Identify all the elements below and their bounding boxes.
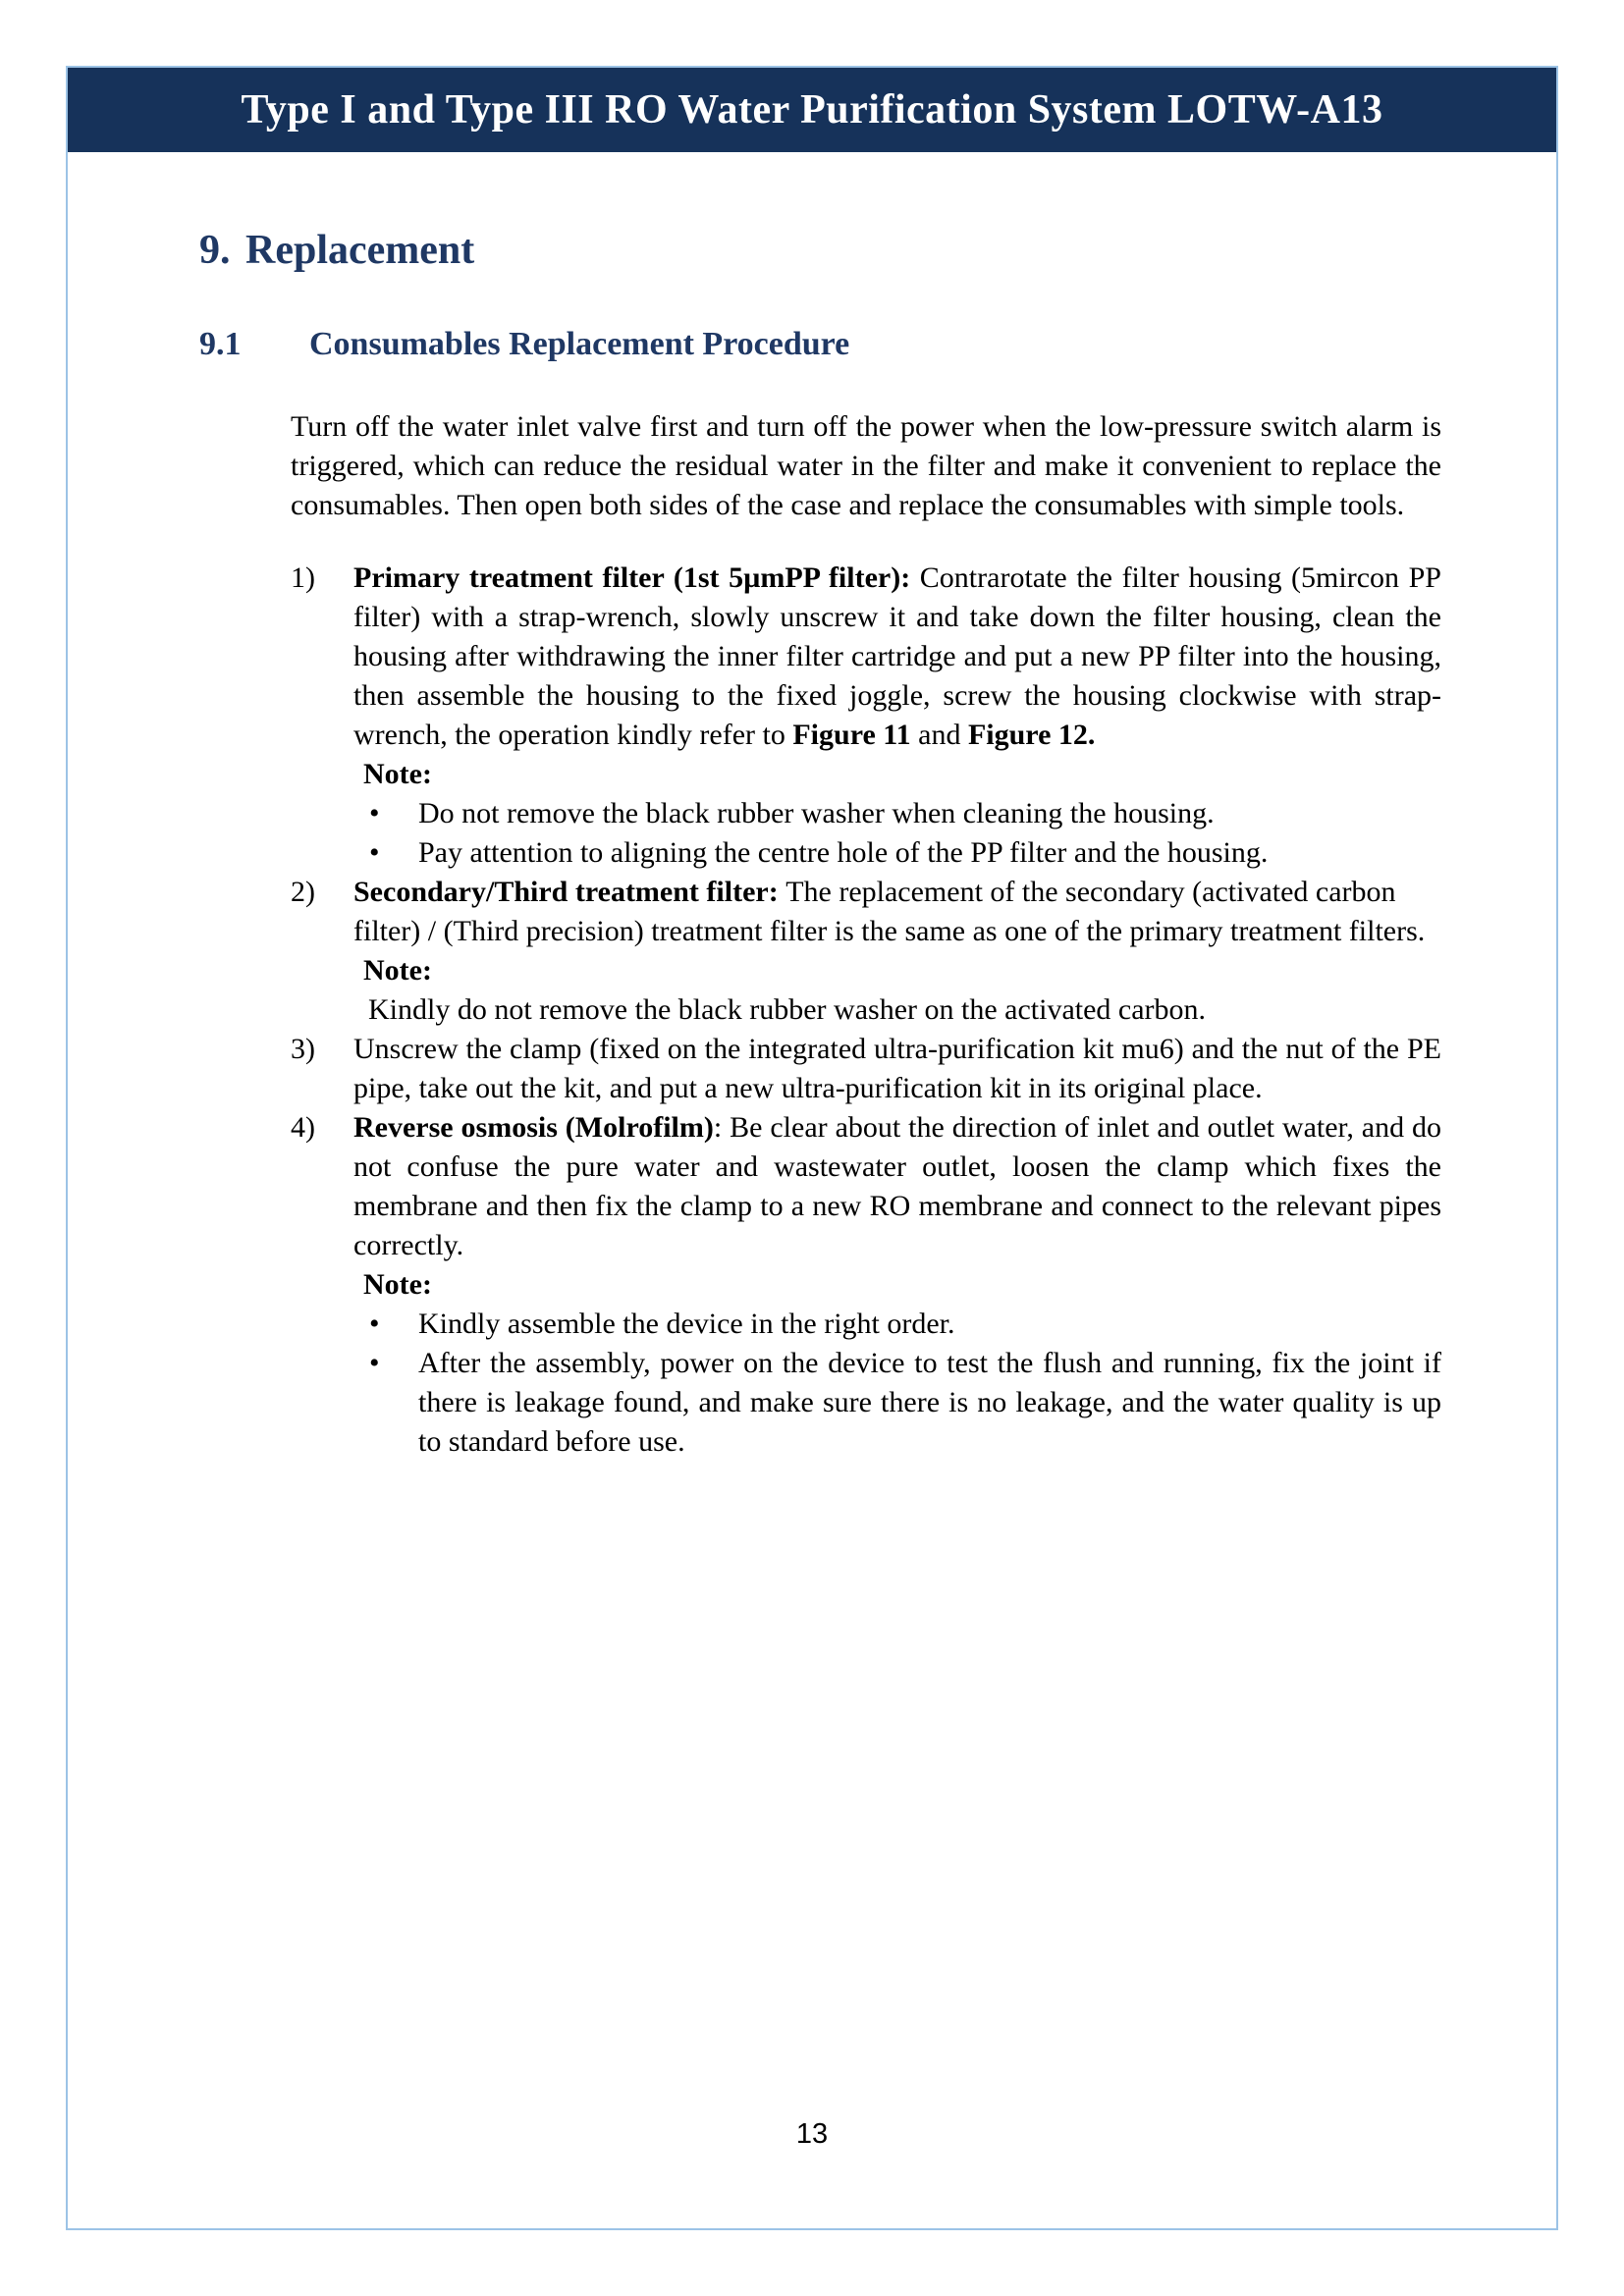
document-header [68, 68, 1556, 152]
step-text-segment: Unscrew the clamp (fixed on the integrated ultra-purification kit mu6) and the nut of the PE pipe, take out the kit, and put a new ultra-purification kit in its original place. [353, 1033, 1441, 1104]
bullet-icon: • [369, 1308, 380, 1340]
section-heading [199, 227, 1441, 274]
step-text [353, 559, 1441, 755]
step-text-segment: and [910, 719, 968, 751]
step-body [353, 873, 1441, 1030]
step-text-segment: Primary treatment filter (1st 5µmPP filter): [353, 561, 920, 594]
step-text-segment: : Be clear about the direction of inlet and outlet water, and do not confuse the pure water and wastewater outlet, loosen the clamp which fixes the membrane and then fix the clamp to a new RO membrane and connect to the relevant pipes correctly. [353, 1111, 1441, 1261]
note-bullet-item [353, 833, 1441, 873]
note-bullet-list [353, 794, 1441, 873]
page-number: 13 [795, 2118, 829, 2150]
step-body [353, 559, 1441, 873]
note-label: Note: [363, 758, 432, 790]
procedure-list [291, 559, 1441, 1462]
subsection-title: Consumables Replacement Procedure [309, 326, 850, 362]
bullet-text: After the assembly, power on the device to test the flush and running, fix the joint if there is leakage found, and make sure there is no leakage, and the water quality is up to standard before use. [418, 1347, 1441, 1458]
step-text [353, 873, 1441, 951]
procedure-step [291, 1108, 1441, 1462]
bullet-text: Kindly assemble the device in the right order. [418, 1308, 955, 1340]
step-text-segment: Figure 12. [967, 719, 1096, 751]
step-body [353, 1030, 1441, 1108]
bullet-icon: • [369, 1347, 380, 1379]
procedure-step [291, 1030, 1441, 1108]
step-number: 4) [291, 1111, 315, 1144]
step-text-segment: Reverse osmosis (Molrofilm) [353, 1111, 714, 1144]
step-text-segment: Contrarotate the filter housing (5mircon PP filter) with a strap-wrench, slowly unscrew it and take down the filter housing, clean the housing after withdrawing the inner filter cartridge and put a new PP filter into the housing, then assemble the housing to the fixed joggle, screw the housing clockwise with strap-wrench, the operation kindly refer to [353, 561, 1441, 751]
bullet-icon: • [369, 797, 380, 829]
bullet-text: Do not remove the black rubber washer when cleaning the housing. [418, 797, 1215, 829]
content-area [68, 152, 1556, 1462]
step-number: 2) [291, 876, 315, 908]
procedure-step [291, 559, 1441, 873]
step-number: 3) [291, 1033, 315, 1065]
note-bullet-list [353, 1305, 1441, 1462]
step-text-segment: Figure 11 [792, 719, 911, 751]
page-footer [0, 2118, 1624, 2151]
step-text-segment: The replacement of the secondary (activated carbon filter) / (Third precision) treatment filter is the same as one of the primary treatment filters. [353, 876, 1426, 947]
intro-paragraph: Turn off the water inlet valve first and turn off the power when the low-pressure switch alarm is triggered, which can reduce the residual water in the filter and make it convenient to replace the consumables. Then open both sides of the case and replace the consumables with simple tools. [291, 410, 1441, 521]
document-title: Type I and Type III RO Water Purification System LOTW-A13 [241, 87, 1383, 133]
subsection-heading [199, 325, 1441, 364]
subsection-number: 9.1 [199, 326, 242, 362]
step-text [353, 1108, 1441, 1265]
note-text: Kindly do not remove the black rubber washer on the activated carbon. [368, 993, 1207, 1026]
step-body [353, 1108, 1441, 1462]
note-bullet-item [353, 1305, 1441, 1344]
note-label: Note: [363, 954, 432, 987]
step-text [353, 1030, 1441, 1108]
step-text-segment: Secondary/Third treatment filter: [353, 876, 786, 908]
bullet-icon: • [369, 836, 380, 869]
procedure-step [291, 873, 1441, 1030]
section-number: 9. [199, 228, 231, 273]
section-title: Replacement [245, 228, 475, 273]
note-label: Note: [363, 1268, 432, 1301]
note-bullet-item [353, 1344, 1441, 1462]
step-number: 1) [291, 561, 315, 594]
bullet-text: Pay attention to aligning the centre hole of the PP filter and the housing. [418, 836, 1269, 869]
note-bullet-item [353, 794, 1441, 833]
page-frame [66, 66, 1558, 2230]
